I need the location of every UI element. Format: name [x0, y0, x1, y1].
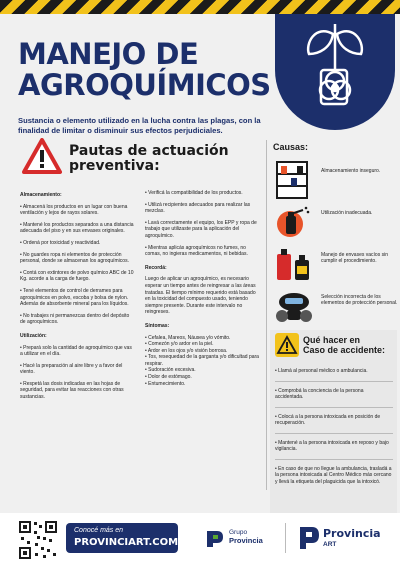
respirator-icon: [273, 286, 315, 326]
guideline-item: • Utilizá recipientes adecuados para realizar las mezclas.: [145, 201, 251, 215]
step-separator: [275, 407, 393, 408]
guideline-item: • Almacená los productos en un lugar con buena ventilación y lejos de rayos solares.: [20, 203, 128, 217]
hazard-stripes: [0, 0, 400, 14]
subtitle: Sustancia o elemento utilizado en la lucha contra las plagas, con la finalidad de limitar o disminuir sus efectos perjudiciales.: [18, 116, 261, 135]
promo-url[interactable]: PROVINCIART.COM.AR: [74, 537, 198, 548]
provincia-art-logo: [298, 523, 393, 557]
causa-text: Manejo de envases vacíos sin cumplir el procedimiento.: [321, 252, 388, 265]
pautas-title-line-1: Pautas de actuación: [69, 143, 229, 159]
qr-code[interactable]: [17, 519, 59, 561]
pautas-header: [22, 138, 262, 180]
guideline-item: • Mientras aplicás agroquímicos no fumes, no comas, no ingieras medicamentos, ni bebidas.: [145, 244, 248, 258]
causas-title: Causas:: [273, 142, 309, 152]
guideline-item: • Tené elementos de control de derrames para agroquímicos en polvo, escoba y bolsa de nylon. Además de absorbente mineral para los líquidos.: [20, 287, 129, 308]
accident-steps: [275, 368, 393, 491]
provincia-art-name: Provincia: [323, 527, 381, 540]
causa-item: [273, 286, 398, 326]
guideline-item: • Prepará solo la cantidad de agroquímico que vas a utilizar en el día.: [20, 344, 132, 358]
step-separator: [275, 459, 393, 460]
footer: [0, 513, 400, 566]
causa-item: [273, 244, 398, 284]
guideline-item: • No trabajes ni permanezcas dentro del depósito de agroquímicos.: [20, 312, 130, 326]
pautas-column-2: [145, 190, 260, 392]
grupo-provincia-icon: [205, 527, 225, 549]
causa-text: Almacenamiento inseguro.: [321, 168, 381, 174]
grupo-text: Grupo: [229, 529, 248, 536]
biohazard-badge: [275, 14, 395, 130]
title-line-1: MANEJO DE: [18, 37, 199, 71]
pautas-title: [69, 144, 229, 174]
causa-text: Selección incorrecta de los elementos de protección personal.: [321, 294, 398, 307]
art-text: ART: [323, 541, 337, 548]
accident-title-line-2: Caso de accidente:: [303, 345, 386, 355]
header: [0, 14, 400, 135]
containers-icon: [273, 244, 315, 284]
guideline-item: Luego de aplicar un agroquímico, es necesario esperar un tiempo antes de reingresar a las áreas tratadas. El tiempo mínimo requerido está basado en la toxicidad del compuesto usado, teniendo siempre presente. Durante este intervalo no reingreses.: [145, 276, 256, 316]
page-title: [18, 39, 271, 101]
causa-text: Utilización inadecuada.: [321, 210, 373, 216]
accident-step: • Mantené a la persona intoxicada en reposo y bajo vigilancia.: [275, 439, 389, 452]
pautas-column-1: [20, 190, 135, 406]
accident-step: • Llamá al personal médico o ambulancia.: [275, 368, 368, 374]
section-heading: Recordá:: [145, 264, 167, 271]
causa-item: [273, 202, 398, 242]
guideline-item: • Hacé la preparación al aire libre y a favor del viento.: [20, 362, 123, 376]
guideline-item: • Mantené los productos separados a una distancia adecuada del piso y en sus envases originales.: [20, 221, 134, 235]
grupo-provincia-logo: [205, 525, 285, 555]
step-separator: [275, 433, 393, 434]
section-heading: Utilización:: [20, 332, 47, 339]
guideline-item: • Verificá la compatibilidad de los productos.: [145, 190, 243, 196]
guideline-item: • No guardes ropa ni elementos de protección personal, donde se almacenan los agroquímicos.: [20, 251, 129, 265]
accident-title: [303, 335, 385, 355]
section-heading: Síntomas:: [145, 322, 170, 329]
guideline-item: • Respetá las dosis indicadas en las hojas de seguridad, para evitar las reacciones con otras sustancias.: [20, 380, 124, 401]
accident-step: • Colocá a la persona intoxicada en posición de recuperación.: [275, 413, 381, 426]
accident-step: • Comprobá la conciencia de la persona accidentada.: [275, 387, 364, 400]
promo-text: Conocé más en: [74, 527, 124, 534]
accident-step: • En caso de que no llegue la ambulancia, trasladá a la persona intoxicada al Centro Médico más cercano y llevá la etiqueta del plaguicida que la intoxicó.: [275, 465, 392, 485]
provincia-art-icon: [298, 525, 320, 551]
footer-divider: [285, 523, 286, 553]
sprayer-icon: [273, 202, 315, 242]
guideline-item: • Contá con extintores de polvo químico ABC de 10 Kg. acorde a la carga de fuego.: [20, 269, 134, 283]
warning-icon: [22, 138, 62, 174]
guideline-item: • Lavá correctamente el equipo, los EPP y ropa de trabajo que utilizaste para la aplicación del agroquímico.: [145, 219, 257, 239]
step-separator: [275, 381, 393, 382]
column-divider: [266, 140, 267, 490]
guideline-item: • Cefalea, Mareos, Náusea y/o vómito. • Comezón y/o ardor en la piel. • Ardor en los ojos y/o visión borrosa. • Tos, resequedad de la garganta y/o dificultad para respirar. • Sudoración excesiva. • Dolor de estómago. • Entumecimiento.: [145, 334, 259, 387]
pautas-title-line-2: preventiva:: [69, 158, 160, 174]
guideline-item: • Ordená por toxicidad y reactividad.: [20, 239, 101, 246]
causa-item: [273, 160, 398, 200]
accident-title-line-1: Qué hacer en: [303, 335, 361, 345]
section-heading: Almacenamiento:: [20, 192, 62, 198]
biohazard-plant-icon: [275, 14, 395, 130]
alert-icon: [275, 333, 299, 357]
provincia-text: Provincia: [229, 536, 263, 545]
promo-banner[interactable]: [66, 523, 198, 553]
shelf-icon: [273, 160, 315, 200]
title-line-2: AGROQUÍMICOS: [18, 68, 271, 102]
accident-header: [273, 333, 395, 363]
